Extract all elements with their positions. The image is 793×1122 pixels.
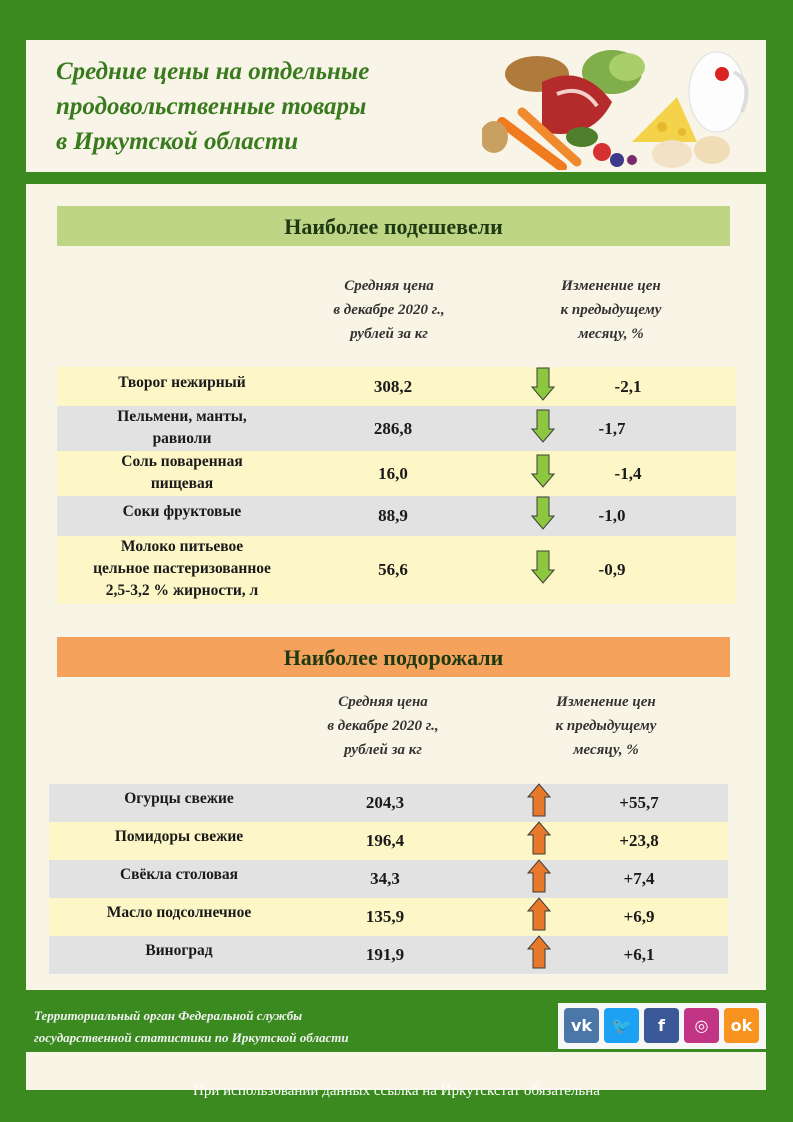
arrow-up-icon <box>527 821 551 855</box>
item-name-line: Виноград <box>145 942 213 959</box>
increased-row <box>49 860 728 898</box>
item-change: +6,1 <box>623 945 655 964</box>
header-panel <box>26 40 766 172</box>
item-name-line: Масло подсолнечное <box>106 904 252 921</box>
item-name-line: Помидоры свежие <box>114 828 244 845</box>
item-name <box>49 826 309 848</box>
item-price: 308,2 <box>373 376 413 396</box>
arrow-down-icon <box>531 496 555 530</box>
item-price: 88,9 <box>378 506 408 525</box>
increased-row <box>49 784 728 822</box>
org-line: государственной статистики по Иркутской области <box>34 1030 349 1045</box>
item-price: 286,8 <box>373 418 413 438</box>
item-change: -0,9 <box>598 560 626 579</box>
item-change: -1,4 <box>614 463 642 483</box>
arrow-up-icon <box>527 859 551 893</box>
organization-name <box>34 1005 349 1049</box>
header-line: Изменение цен <box>556 694 656 710</box>
item-name <box>49 864 309 886</box>
decreased-row <box>57 367 736 406</box>
item-name <box>57 536 307 602</box>
arrow-down-icon <box>531 367 555 401</box>
increased-row <box>49 936 728 974</box>
header-line: в декабре 2020 г., <box>327 718 439 734</box>
facebook-icon[interactable]: f <box>644 1008 679 1043</box>
item-price: 196,4 <box>365 831 405 850</box>
header-line: Средняя цена <box>344 278 434 294</box>
item-name-line: цельное пастеризованное <box>93 560 271 577</box>
arrow-up-icon <box>527 897 551 931</box>
item-name <box>49 788 309 810</box>
decreased-row <box>57 536 736 604</box>
increased-section-title: Наиболее подорожали <box>57 637 730 677</box>
instagram-icon[interactable]: ◎ <box>684 1008 719 1043</box>
main-panel <box>26 184 766 990</box>
item-change: -1,7 <box>598 418 626 438</box>
arrow-up-icon <box>527 783 551 817</box>
citation-note: При использовании данных ссылка на Иркутскстат обязательна <box>193 1083 600 1099</box>
header-line: рублей за кг <box>344 742 422 758</box>
item-change: +7,4 <box>623 869 655 888</box>
page-title <box>56 54 486 159</box>
food-illustration <box>482 42 752 170</box>
item-price: 16,0 <box>378 463 408 483</box>
item-name <box>49 902 309 924</box>
footer <box>26 1001 766 1049</box>
increased-row <box>49 898 728 936</box>
org-line: Территориальный орган Федеральной службы <box>34 1008 303 1023</box>
title-line: продовольственные товары <box>56 93 367 120</box>
decreased-price-column-header <box>294 274 484 346</box>
header-line: к предыдущему <box>555 718 657 734</box>
arrow-down-icon <box>531 550 555 584</box>
increased-change-column-header <box>511 690 701 762</box>
decreased-row <box>57 451 736 496</box>
item-name-line: 2,5-3,2 % жирности, л <box>105 582 259 599</box>
item-name-line: Молоко питьевое <box>120 538 244 555</box>
title-line: Средние цены на отдельные <box>56 58 370 85</box>
decreased-section-title: Наиболее подешевели <box>57 206 730 246</box>
item-name-line: Соки фруктовые <box>122 503 242 520</box>
item-name <box>57 406 307 450</box>
item-price: 56,6 <box>378 560 408 579</box>
item-name-line: Огурцы свежие <box>124 790 234 807</box>
arrow-down-icon <box>531 454 555 488</box>
header-line: в декабре 2020 г., <box>333 302 445 318</box>
item-name-line: Свёкла столовая <box>119 866 239 883</box>
decreased-change-column-header <box>516 274 706 346</box>
item-price: 191,9 <box>365 945 405 964</box>
item-name-line: Творог нежирный <box>118 373 246 391</box>
decreased-row <box>57 496 736 536</box>
item-change: -1,0 <box>598 506 626 525</box>
decreased-row <box>57 406 736 451</box>
header-line: месяцу, % <box>573 742 639 758</box>
item-change: -2,1 <box>614 376 642 396</box>
item-change: +55,7 <box>619 793 659 812</box>
item-name <box>49 940 309 962</box>
header-line: Средняя цена <box>338 694 428 710</box>
arrow-up-icon <box>527 935 551 969</box>
item-name-line: равиоли <box>152 430 212 447</box>
item-name <box>57 501 307 523</box>
item-name <box>57 451 307 495</box>
item-price: 34,3 <box>370 869 400 888</box>
item-name <box>57 372 307 394</box>
item-name-line: пищевая <box>150 475 214 492</box>
item-price: 135,9 <box>365 907 405 926</box>
item-price: 204,3 <box>365 793 405 812</box>
item-change: +6,9 <box>623 907 655 926</box>
item-change: +23,8 <box>619 831 659 850</box>
increased-row <box>49 822 728 860</box>
arrow-down-icon <box>531 409 555 443</box>
header-line: месяцу, % <box>578 326 644 342</box>
odnoklassniki-icon[interactable]: ok <box>724 1008 759 1043</box>
social-links <box>558 1003 766 1049</box>
header-line: к предыдущему <box>560 302 662 318</box>
header-line: рублей за кг <box>350 326 428 342</box>
header-line: Изменение цен <box>561 278 661 294</box>
twitter-icon[interactable]: 🐦 <box>604 1008 639 1043</box>
item-name-line: Соль поваренная <box>121 453 243 470</box>
title-line: в Иркутской области <box>56 128 299 155</box>
increased-price-column-header <box>288 690 478 762</box>
item-name-line: Пельмени, манты, <box>117 408 247 425</box>
vk-icon[interactable]: vk <box>564 1008 599 1043</box>
